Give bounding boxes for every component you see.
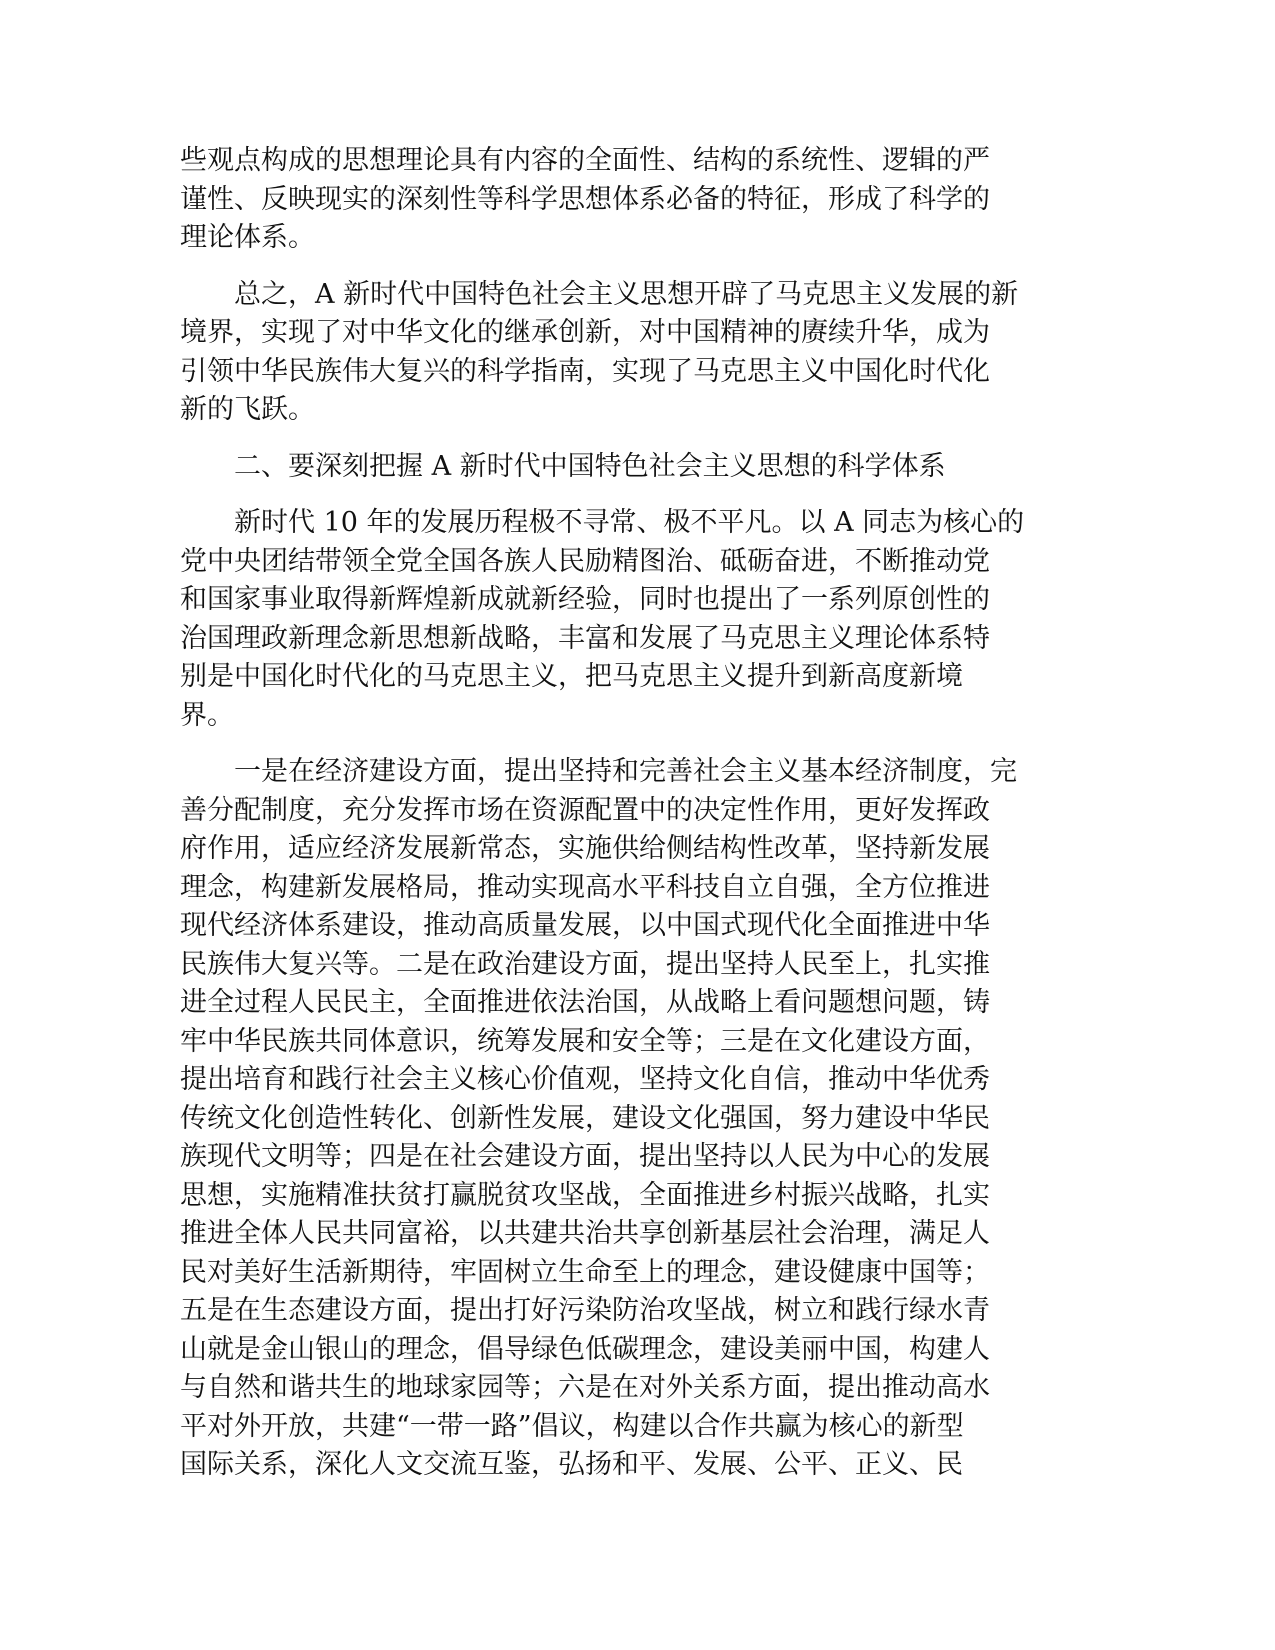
text-line: 提出培育和践行社会主义核心价值观，坚持文化自信，推动中华优秀 <box>180 1064 990 1095</box>
text-line: 些观点构成的思想理论具有内容的全面性、结构的系统性、逻辑的严 <box>180 145 990 176</box>
paragraph-decade <box>180 504 1030 735</box>
text-line: 族现代文明等；四是在社会建设方面，提出坚持以人民为中心的发展 <box>180 1141 990 1172</box>
document-page <box>180 142 1030 1503</box>
text-line: 别是中国化时代化的马克思主义，把马克思主义提升到新高度新境 <box>180 661 963 692</box>
text-line: 思想，实施精准扶贫打赢脱贫攻坚战，全面推进乡村振兴战略，扎实 <box>180 1179 990 1211</box>
text-line: 新时代 10 年的发展历程极不寻常、极不平凡。以 A 同志为核心的 <box>234 507 1025 538</box>
text-line: 民对美好生活新期待，牢固树立生命至上的理念，建设健康中国等； <box>180 1256 990 1288</box>
text-line: 府作用，适应经济发展新常态，实施供给侧结构性改革，坚持新发展 <box>180 833 990 864</box>
text-line: 界。 <box>180 699 234 731</box>
text-line: 山就是金山银山的理念，倡导绿色低碳理念，建设美丽中国，构建人 <box>180 1333 990 1365</box>
text-line: 国际关系，深化人文交流互鉴，弘扬和平、发展、公平、正义、民 <box>180 1449 963 1480</box>
text-line: 谨性、反映现实的深刻性等科学思想体系必备的特征，形成了科学的 <box>180 183 990 215</box>
text-line: 五是在生态建设方面，提出打好污染防治攻坚战，树立和践行绿水青 <box>180 1295 990 1326</box>
text-line: 治国理政新理念新思想新战略，丰富和发展了马克思主义理论体系特 <box>180 622 990 654</box>
heading-text: 二、要深刻把握 A 新时代中国特色社会主义思想的科学体系 <box>234 450 946 482</box>
section-heading <box>180 448 1030 487</box>
text-line: 善分配制度，充分发挥市场在资源配置中的决定性作用，更好发挥政 <box>180 794 990 826</box>
paragraph-continuation <box>180 142 1030 258</box>
text-line: 推进全体人民共同富裕，以共建共治共享创新基层社会治理，满足人 <box>180 1218 990 1249</box>
text-line: 民族伟大复兴等。二是在政治建设方面，提出坚持人民至上，扎实推 <box>180 948 990 980</box>
text-line: 传统文化创造性转化、创新性发展，建设文化强国，努力建设中华民 <box>180 1102 990 1134</box>
text-line: 党中央团结带领全党全国各族人民励精图治、砥砺奋进，不断推动党 <box>180 545 990 577</box>
paragraph-summary <box>180 276 1030 430</box>
text-line: 境界，实现了对中华文化的继承创新，对中国精神的赓续升华，成为 <box>180 317 990 348</box>
text-line: 引领中华民族伟大复兴的科学指南，实现了马克思主义中国化时代化 <box>180 355 990 387</box>
text-line: 理念，构建新发展格局，推动实现高水平科技自立自强，全方位推进 <box>180 871 990 903</box>
paragraph-aspects <box>180 753 1030 1485</box>
text-line: 总之，A 新时代中国特色社会主义思想开辟了马克思主义发展的新 <box>234 278 1019 310</box>
text-line: 一是在经济建设方面，提出坚持和完善社会主义基本经济制度，完 <box>234 756 1017 787</box>
text-line: 和国家事业取得新辉煌新成就新经验，同时也提出了一系列原创性的 <box>180 584 990 615</box>
text-line: 新的飞跃。 <box>180 394 315 425</box>
text-line: 平对外开放，共建“一带一路”倡议，构建以合作共赢为核心的新型 <box>180 1410 964 1442</box>
text-line: 与自然和谐共生的地球家园等；六是在对外关系方面，提出推动高水 <box>180 1372 990 1403</box>
text-line: 理论体系。 <box>180 222 315 253</box>
text-line: 进全过程人民民主，全面推进依法治国，从战略上看问题想问题，铸 <box>180 987 990 1018</box>
text-line: 现代经济体系建设，推动高质量发展，以中国式现代化全面推进中华 <box>180 910 990 941</box>
text-line: 牢中华民族共同体意识，统筹发展和安全等；三是在文化建设方面， <box>180 1025 990 1057</box>
